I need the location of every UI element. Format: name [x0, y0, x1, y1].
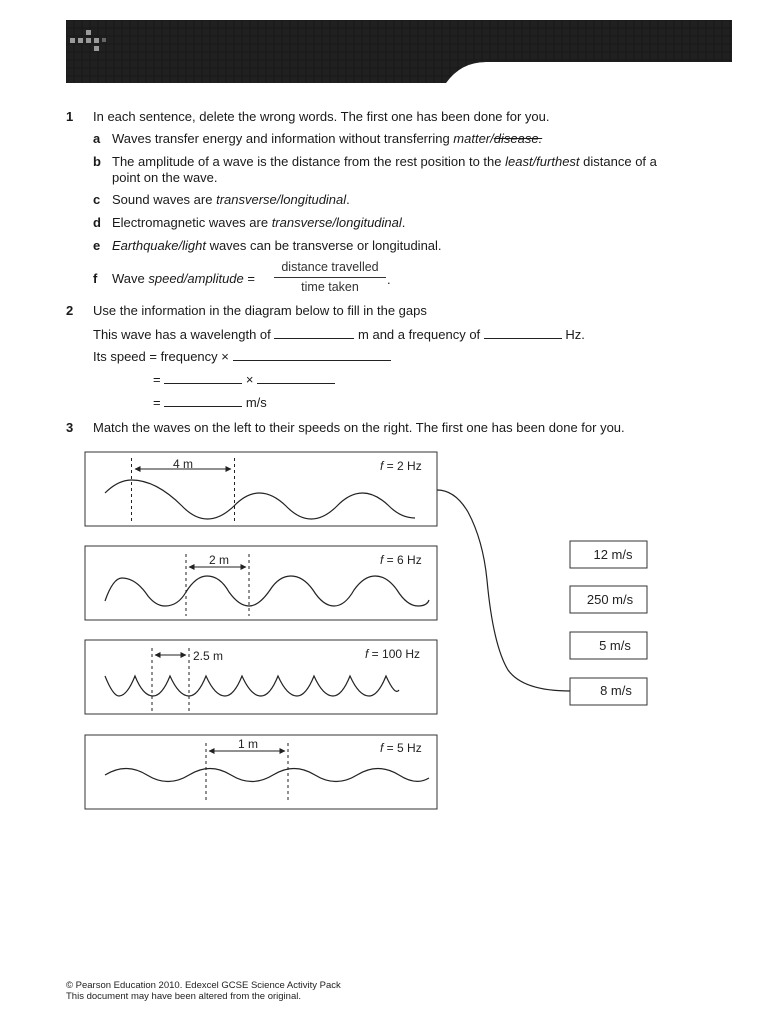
item-text: Sound waves are — [112, 192, 217, 207]
item-text: point on the wave. — [112, 170, 218, 185]
item-kept-word: matter/ — [453, 131, 494, 146]
wave-box-1 — [85, 452, 437, 526]
copyright-line: © Pearson Education 2010. Edexcel GCSE Science Activity Pack — [66, 980, 341, 991]
q2-line-wavelength: This wave has a wavelength of m and a frequency of Hz. — [93, 327, 585, 342]
item-text: Electromagnetic waves are — [112, 215, 272, 230]
frequency-label: f = 100 Hz — [365, 647, 421, 661]
wavelength-label: 2 m — [208, 553, 230, 567]
frequency-blank[interactable] — [484, 326, 562, 339]
item-text: distance of a — [579, 154, 657, 169]
q2-line-substitution: = × — [153, 371, 335, 388]
speed-label: 12 m/s — [593, 547, 633, 562]
speed-fraction — [274, 260, 386, 294]
item-choice: transverse/longitudinal — [216, 192, 347, 207]
item-choice: speed/amplitude — [148, 271, 244, 286]
substitution-blank-2[interactable] — [257, 371, 335, 384]
speed-box-1[interactable] — [570, 541, 647, 568]
item-letter: e — [93, 238, 101, 253]
wave-box-4 — [85, 735, 437, 809]
wave-matching-diagram — [83, 450, 649, 810]
question-number: 3 — [66, 420, 74, 435]
wavelength-blank[interactable] — [274, 326, 354, 339]
frequency-label: f = 6 Hz — [380, 553, 422, 567]
fraction-numerator: distance travelled — [281, 260, 379, 274]
footer — [66, 980, 341, 1002]
speed-box-2[interactable] — [570, 586, 647, 613]
wavelength-label: 1 m — [237, 737, 259, 751]
frequency-label: f = 5 Hz — [380, 741, 422, 755]
item-choice: transverse/longitudinal — [271, 215, 402, 230]
speed-label: 5 m/s — [599, 638, 631, 653]
wave-box-2 — [85, 546, 437, 620]
speed-label: 250 m/s — [586, 592, 634, 607]
fraction-denominator: time taken — [301, 280, 359, 294]
speed-label: 8 m/s — [600, 683, 632, 698]
question-instruction: In each sentence, delete the wrong words. The first one has been done for you. — [93, 109, 550, 124]
item-text: The amplitude of a wave is the distance from the rest position to the — [112, 154, 506, 169]
substitution-blank-1[interactable] — [164, 371, 242, 384]
speed-formula-blank[interactable] — [233, 348, 391, 361]
question-instruction: Use the information in the diagram below to fill in the gaps — [93, 303, 427, 318]
frequency-label: f = 2 Hz — [380, 459, 422, 473]
item-text: waves can be transverse or longitudinal. — [205, 238, 442, 253]
question-number: 1 — [66, 109, 74, 124]
item-text: Wave — [112, 271, 149, 286]
item-letter: b — [93, 154, 101, 169]
answer-blank[interactable] — [164, 394, 242, 407]
item-letter: a — [93, 131, 101, 146]
q2-line-speed: Its speed = frequency × — [93, 348, 391, 365]
header-banner — [66, 20, 732, 83]
item-letter: f — [93, 271, 98, 286]
wavelength-label: 2.5 m — [193, 649, 224, 663]
item-letter: c — [93, 192, 101, 207]
speed-box-4[interactable] — [570, 678, 647, 705]
item-choice: least/furthest — [505, 154, 580, 169]
altered-notice: This document may have been altered from the original. — [66, 991, 301, 1002]
q2-line-answer: = m/s — [153, 395, 267, 410]
item-text: Waves transfer energy and information without transferring — [112, 131, 454, 146]
item-choice: Earthquake/light — [112, 238, 206, 253]
item-struck-word: disease. — [493, 131, 543, 146]
wavelength-label: 4 m — [172, 457, 194, 471]
wave-box-3 — [85, 640, 437, 714]
question-number: 2 — [66, 303, 74, 318]
fraction-end-period: . — [387, 272, 391, 287]
speed-box-3[interactable] — [570, 632, 647, 659]
question-instruction: Match the waves on the left to their speeds on the right. The first one has been done for you. — [93, 420, 625, 435]
item-letter: d — [93, 215, 101, 230]
